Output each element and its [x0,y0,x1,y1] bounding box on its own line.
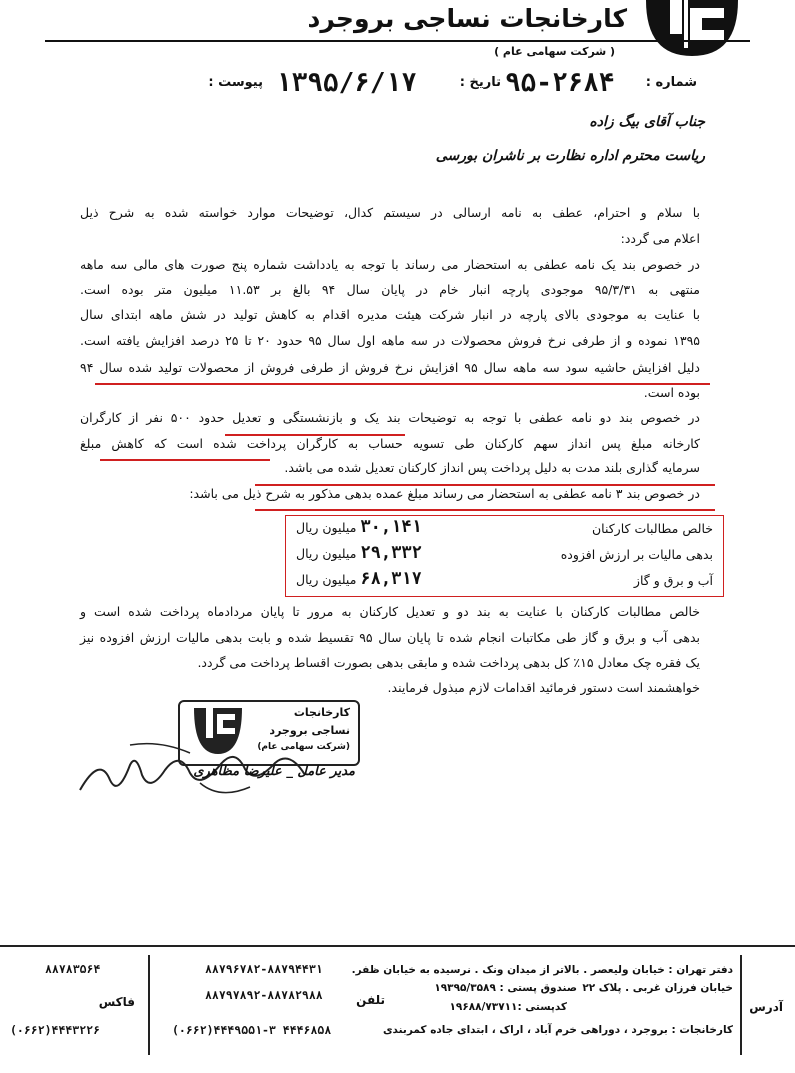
footer-divider [148,955,150,1055]
street-address: خیابان فرزان غربی . پلاک ۲۲ [582,982,733,994]
body-line: سرمایه گذاری بلند مدت به دلیل پرداخت پس انداز کارکنان تعدیل شده می باشد. [284,460,700,475]
date-label: تاریخ : [459,75,501,90]
stamp-line-2: نساجی بروجرد [269,724,350,737]
highlight-underline [255,509,715,511]
body-line: در خصوص بند دو نامه عطفی با توجه به توضیحات بند یک و بازنشستگی و تعدیل حدود ۵۰۰ نفر از کارگران [80,410,700,425]
body-line: بوده است. [643,385,700,400]
debt-row [286,569,723,595]
company-logo [640,0,745,56]
fax-number: ۸۸۷۸۳۵۶۴ [45,962,101,976]
highlight-underline [255,484,715,486]
body-line: ۱۳۹۵ نموده و از طرفی نرخ فروش محصولات در سه ماهه اول سال ۹۵ حدود ۲۰ تا ۲۵ درصد افزایش یافته است. [80,333,701,348]
body-line: خالص مطالبات کارکنان با عنایت به بند دو و تعدیل کارکنان به مرور تا پایان مردادماه پرداخت شده است و [80,604,700,619]
body-line: کارخانه مبلغ پس انداز سهم کارکنان طی تسویه حساب به کارگران پرداخت شده است که کاهش مبلغ [80,436,700,451]
stamp-line-1: کارخانجات [293,706,350,719]
number-value: ۹۵-۲۶۸۴ [505,68,615,98]
highlight-underline [95,383,710,385]
attachment-label: پیوست : [208,75,263,90]
body-line: با سلام و احترام، عطف به نامه ارسالی در سیستم کدال، توضیحات موارد خواسته شده به شرح ذیل [80,205,700,220]
signer-name: مدیر عامل _ علیرضا مظاهری [193,764,355,779]
fax-number: (۰۶۶۲)۴۴۴۳۲۲۶ [10,1023,101,1037]
tehran-office-address: دفتر تهران : خیابان ولیعصر . بالاتر از میدان ونک . نرسیده به خیابان ظفر. [351,964,733,976]
postal-code: کدپستی :۱۹۶۸۸/۷۳۷۱۱ [449,1001,567,1013]
date-value: ۱۳۹۵/۶/۱۷ [276,68,417,98]
highlight-underline [225,434,405,436]
debt-amount: ۳۰,۱۴۱ میلیون ریال [296,517,422,537]
address-label: آدرس [749,1000,783,1014]
factory-address: کارخانجات : بروجرد ، دوراهی خرم آباد ، اراک ، ابتدای جاده کمربندی [382,1024,733,1036]
phone-number: (۰۶۶۲)۴۴۴۹۵۵۱-۳ ۴۴۴۶۸۵۸ [172,1023,332,1037]
debt-amount: ۶۸,۳۱۷ میلیون ریال [296,569,422,589]
debt-amount: ۲۹,۳۳۲ میلیون ریال [296,543,422,563]
debt-table [285,515,724,597]
body-line: خواهشمند است دستور فرمائید اقدامات لازم مبذول فرمایند. [387,680,700,695]
footer-rule [0,945,795,947]
number-label: شماره : [645,75,697,90]
body-line: دلیل افزایش حاشیه سود سه ماهه سال ۹۵ افزایش نرخ فروش از طرفی فروش از محصولات تولید شده سال ۹۴ [80,360,701,375]
debt-label: خالص مطالبات کارکنان [591,521,713,536]
footer-divider [740,955,742,1055]
recipient-name: جناب آقای بیگ زاده [589,114,705,130]
phone-number: ۸۸۷۹۶۷۸۲-۸۸۷۹۴۴۳۱ [205,962,323,976]
highlight-underline [100,459,270,461]
stamp-line-3: (شرکت سهامی عام) [257,742,350,752]
debt-row [286,517,723,543]
recipient-title: ریاست محترم اداره نظارت بر ناشران بورسی [435,148,705,164]
body-line: در خصوص بند ۳ نامه عطفی به استحضار می رساند مبلغ عمده بدهی مذکور به شرح ذیل می باشد: [189,486,700,501]
po-box: صندوق پستی : ۱۹۳۹۵/۳۵۸۹ [434,982,577,994]
body-line: با عنایت به موجودی بالای پارچه در انبار شرکت هیئت مدیره اقدام به کاهش تولید در شش ماهه ابتدای سال [80,307,700,322]
body-line: اعلام می گردد: [620,231,700,246]
debt-label: آب و برق و گاز [633,573,713,588]
body-line: یک فقره چک معادل ۱۵٪ کل بدهی پرداخت شده و مابقی بدهی بصورت اقساط پرداخت می گردد. [197,655,700,670]
debt-label: بدهی مالیات بر ارزش افزوده [560,547,713,562]
debt-row [286,543,723,569]
fax-label: فاکس [98,995,135,1009]
body-line: منتهی به ۹۵/۳/۳۱ موجودی پارچه انبار خام در پایان سال ۹۴ بالغ بر ۱۱.۵۳ میلیون متر بوده است. [80,282,700,297]
phone-number: ۸۸۷۹۷۸۹۲-۸۸۷۸۲۹۸۸ [205,988,323,1002]
header-rule [45,40,750,42]
company-name: کارخانجات نساجی بروجرد [307,4,627,33]
body-line: در خصوص بند یک نامه عطفی به استحضار می رساند با توجه به یادداشت شماره پنج صورت های مالی سه ماهه [80,257,700,272]
phone-label: تلفن [356,993,385,1007]
company-type: ( شرکت سهامی عام ) [494,45,615,58]
body-line: بدهی آب و برق و گاز طی مکاتبات انجام شده تا پایان سال ۹۵ تقسیط شده و بابت بدهی مالیات ارزش افزوده نیز [80,630,700,645]
